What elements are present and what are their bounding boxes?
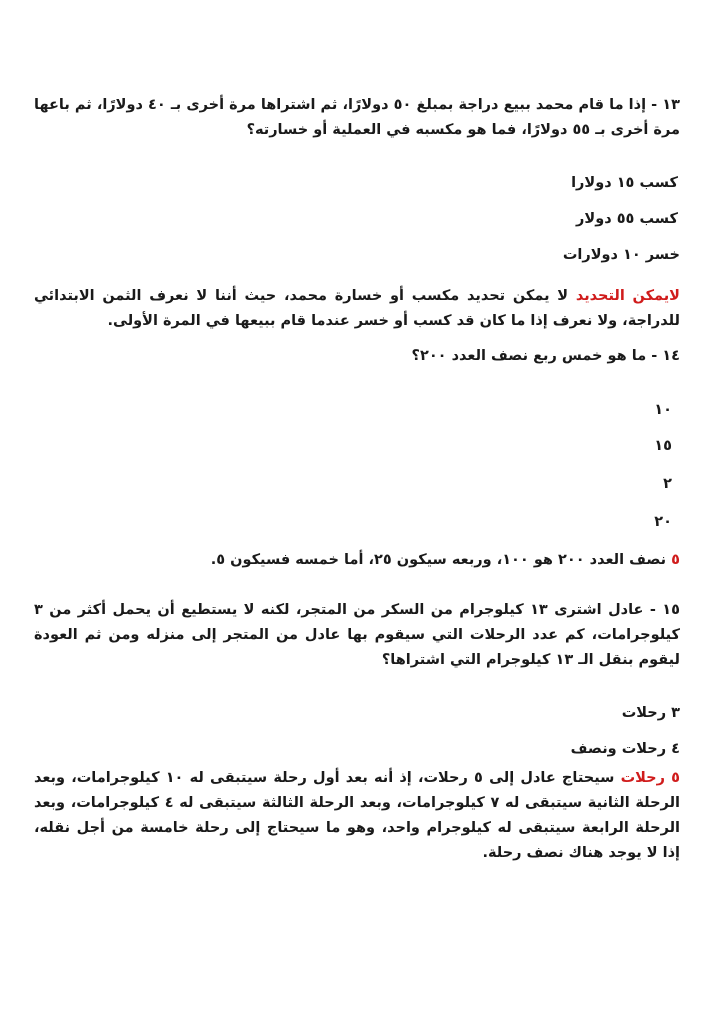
question-13-text: ١٣ - إذا ما قام محمد ببيع دراجة بمبلغ ٥٠ دولارًا، ثم اشتراها مرة أخرى بـ ٤٠ دولارًا، ثم باعها مرة أخرى بـ ٥٥ دولارًا، فما هو مكسبه في العملية أو خسارته؟: [34, 97, 680, 138]
question-15-option-1: ٣ رحلات: [621, 705, 680, 721]
question-13-option-1: كسب ١٥ دولارا: [571, 175, 678, 191]
question-15-answer-text: سيحتاج عادل إلى ٥ رحلات، إذ أنه بعد أول رحلة سيتبقى له ١٠ كيلوجرامات، وبعد الرحلة الثانية سيتبقى له ٧ كيلوجرامات، وبعد الرحلة الثالثة سيتبقى له ٤ كيلوجرامات، وبعد الرحلة الرابعة سيتبقى له كيلوجرام واحد، وهو ما سيحتاج إلى رحلة خامسة من أجل نقله، إذا لا يوجد هناك نصف رحلة.: [34, 770, 680, 861]
question-14-answer: [211, 549, 680, 571]
question-13-option-2: كسب ٥٥ دولار: [576, 211, 678, 227]
question-15-answer-label: ٥ رحلات: [620, 770, 680, 786]
question-13-answer: [34, 284, 680, 334]
question-14-option-3: ٢: [663, 476, 672, 492]
question-14-option-4: ٢٠: [654, 514, 672, 530]
question-15-text: ١٥ - عادل اشترى ١٣ كيلوجرام من السكر من المتجر، لكنه لا يستطيع أن يحمل أكثر من ٣ كيلوجرامات، كم عدد الرحلات التي سيقوم بها عادل من المتجر إلى منزله ومن ثم العودة ليقوم بنقل الـ ١٣ كيلوجرام التي اشتراها؟: [34, 602, 680, 668]
question-13-answer-text: لا يمكن تحديد مكسب أو خسارة محمد، حيث أننا لا نعرف الثمن الابتدائي للدراجة، ولا نعرف إذا ما كان قد كسب أو خسر عندما قام ببيعها في المرة الأولى.: [34, 288, 680, 329]
question-14-answer-label: ٥: [671, 552, 680, 568]
question-15-answer: [34, 766, 680, 866]
question-15-option-2: ٤ رحلات ونصف: [570, 741, 680, 757]
question-14-option-2: ١٥: [654, 438, 672, 454]
question-13-answer-label: لايمكن التحديد: [575, 288, 680, 304]
question-14-text: ١٤ - ما هو خمس ربع نصف العدد ٢٠٠؟: [411, 348, 680, 364]
question-14-option-1: ١٠: [654, 402, 672, 418]
question-14-answer-text: نصف العدد ٢٠٠ هو ١٠٠، وربعه سيكون ٢٥، أما خمسه فسيكون ٥.: [210, 552, 672, 568]
question-13-option-3: خسر ١٠ دولارات: [562, 247, 680, 263]
